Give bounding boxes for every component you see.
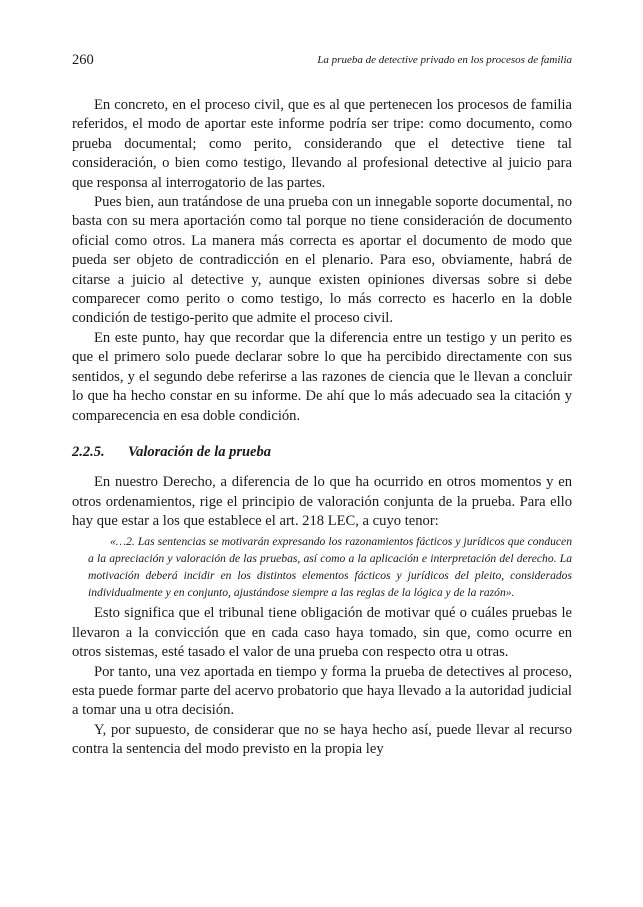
section-number: 2.2.5. <box>72 443 105 460</box>
running-title: La prueba de detective privado en los procesos de familia <box>317 54 572 66</box>
paragraph: Por tanto, una vez aportada en tiempo y forma la prueba de detectives al proceso, esta puede formar parte del acervo probatorio que haya llevado a la autoridad judicial a tomar una u otra decisión. <box>72 663 572 719</box>
paragraph: En nuestro Derecho, a diferencia de lo que ha ocurrido en otros momentos y en otros ordenamientos, rige el principio de valoración conjunta de la prueba. Para ello hay que estar a los que establece el art. 218 LEC, a cuyo tenor: <box>72 474 572 530</box>
page-number: 260 <box>72 52 94 68</box>
paragraph: Esto significa que el tribunal tiene obligación de motivar qué o cuáles pruebas le llevaron a la convicción que en cada caso haya tomado, sin que, como ocurre en otros sistemas, esté tasado el valor de una prueba con respecto otra u otras. <box>72 605 572 661</box>
paragraph: Y, por supuesto, de considerar que no se haya hecho así, puede llevar al recurso contra la sentencia del modo previsto en la propia ley <box>72 721 572 758</box>
body-text <box>72 96 572 760</box>
section-heading <box>72 443 572 462</box>
running-header <box>72 52 572 72</box>
paragraph: Pues bien, aun tratándose de una prueba con un innegable soporte documental, no basta con su mera aportación como tal porque no tiene consideración de documento oficial como otros. La manera más correcta es aportar el documento de modo que pueda ser objeto de contradicción en el plenario. Para eso, obviamente, habrá de citarse a juicio al detective y, aunque existen opiniones diversas sobre si debe comparecer como perito o como testigo, lo más correcto es hacerlo en la doble condición de testigo-perito que admite el proceso civil. <box>72 194 572 327</box>
paragraph: En concreto, en el proceso civil, que es al que pertenecen los procesos de familia referidos, el modo de aportar este informe podría ser tripe: como documento, como prueba documental; como perito, considerando que el detective tiene tal consideración, o bien como testigo, llevando al profesional detective al juicio para que responsa al interrogatorio de las partes. <box>72 97 572 191</box>
paragraph: En este punto, hay que recordar que la diferencia entre un testigo y un perito es que el primero solo puede declarar sobre lo que ha percibido directamente con sus sentidos, y el segundo debe referirse a las razones de ciencia que le llevan a concluir lo que ha hecho constar en su informe. De ahí que lo más adecuado sea la citación y comparecencia en esa doble condición. <box>72 329 572 424</box>
legal-quote: «…2. Las sentencias se motivarán expresando los razonamientos fácticos y jurídicos que conducen a la apreciación y valoración de las pruebas, así como a la aplicación e interpretación del derecho. La motivación deberá incidir en los distintos elementos fácticos y jurídicos del pleito, considerados individualmente y en conjunto, ajustándose siempre a las reglas de la lógica y de la razón». <box>88 534 572 600</box>
section-title: Valoración de la prueba <box>128 443 271 460</box>
